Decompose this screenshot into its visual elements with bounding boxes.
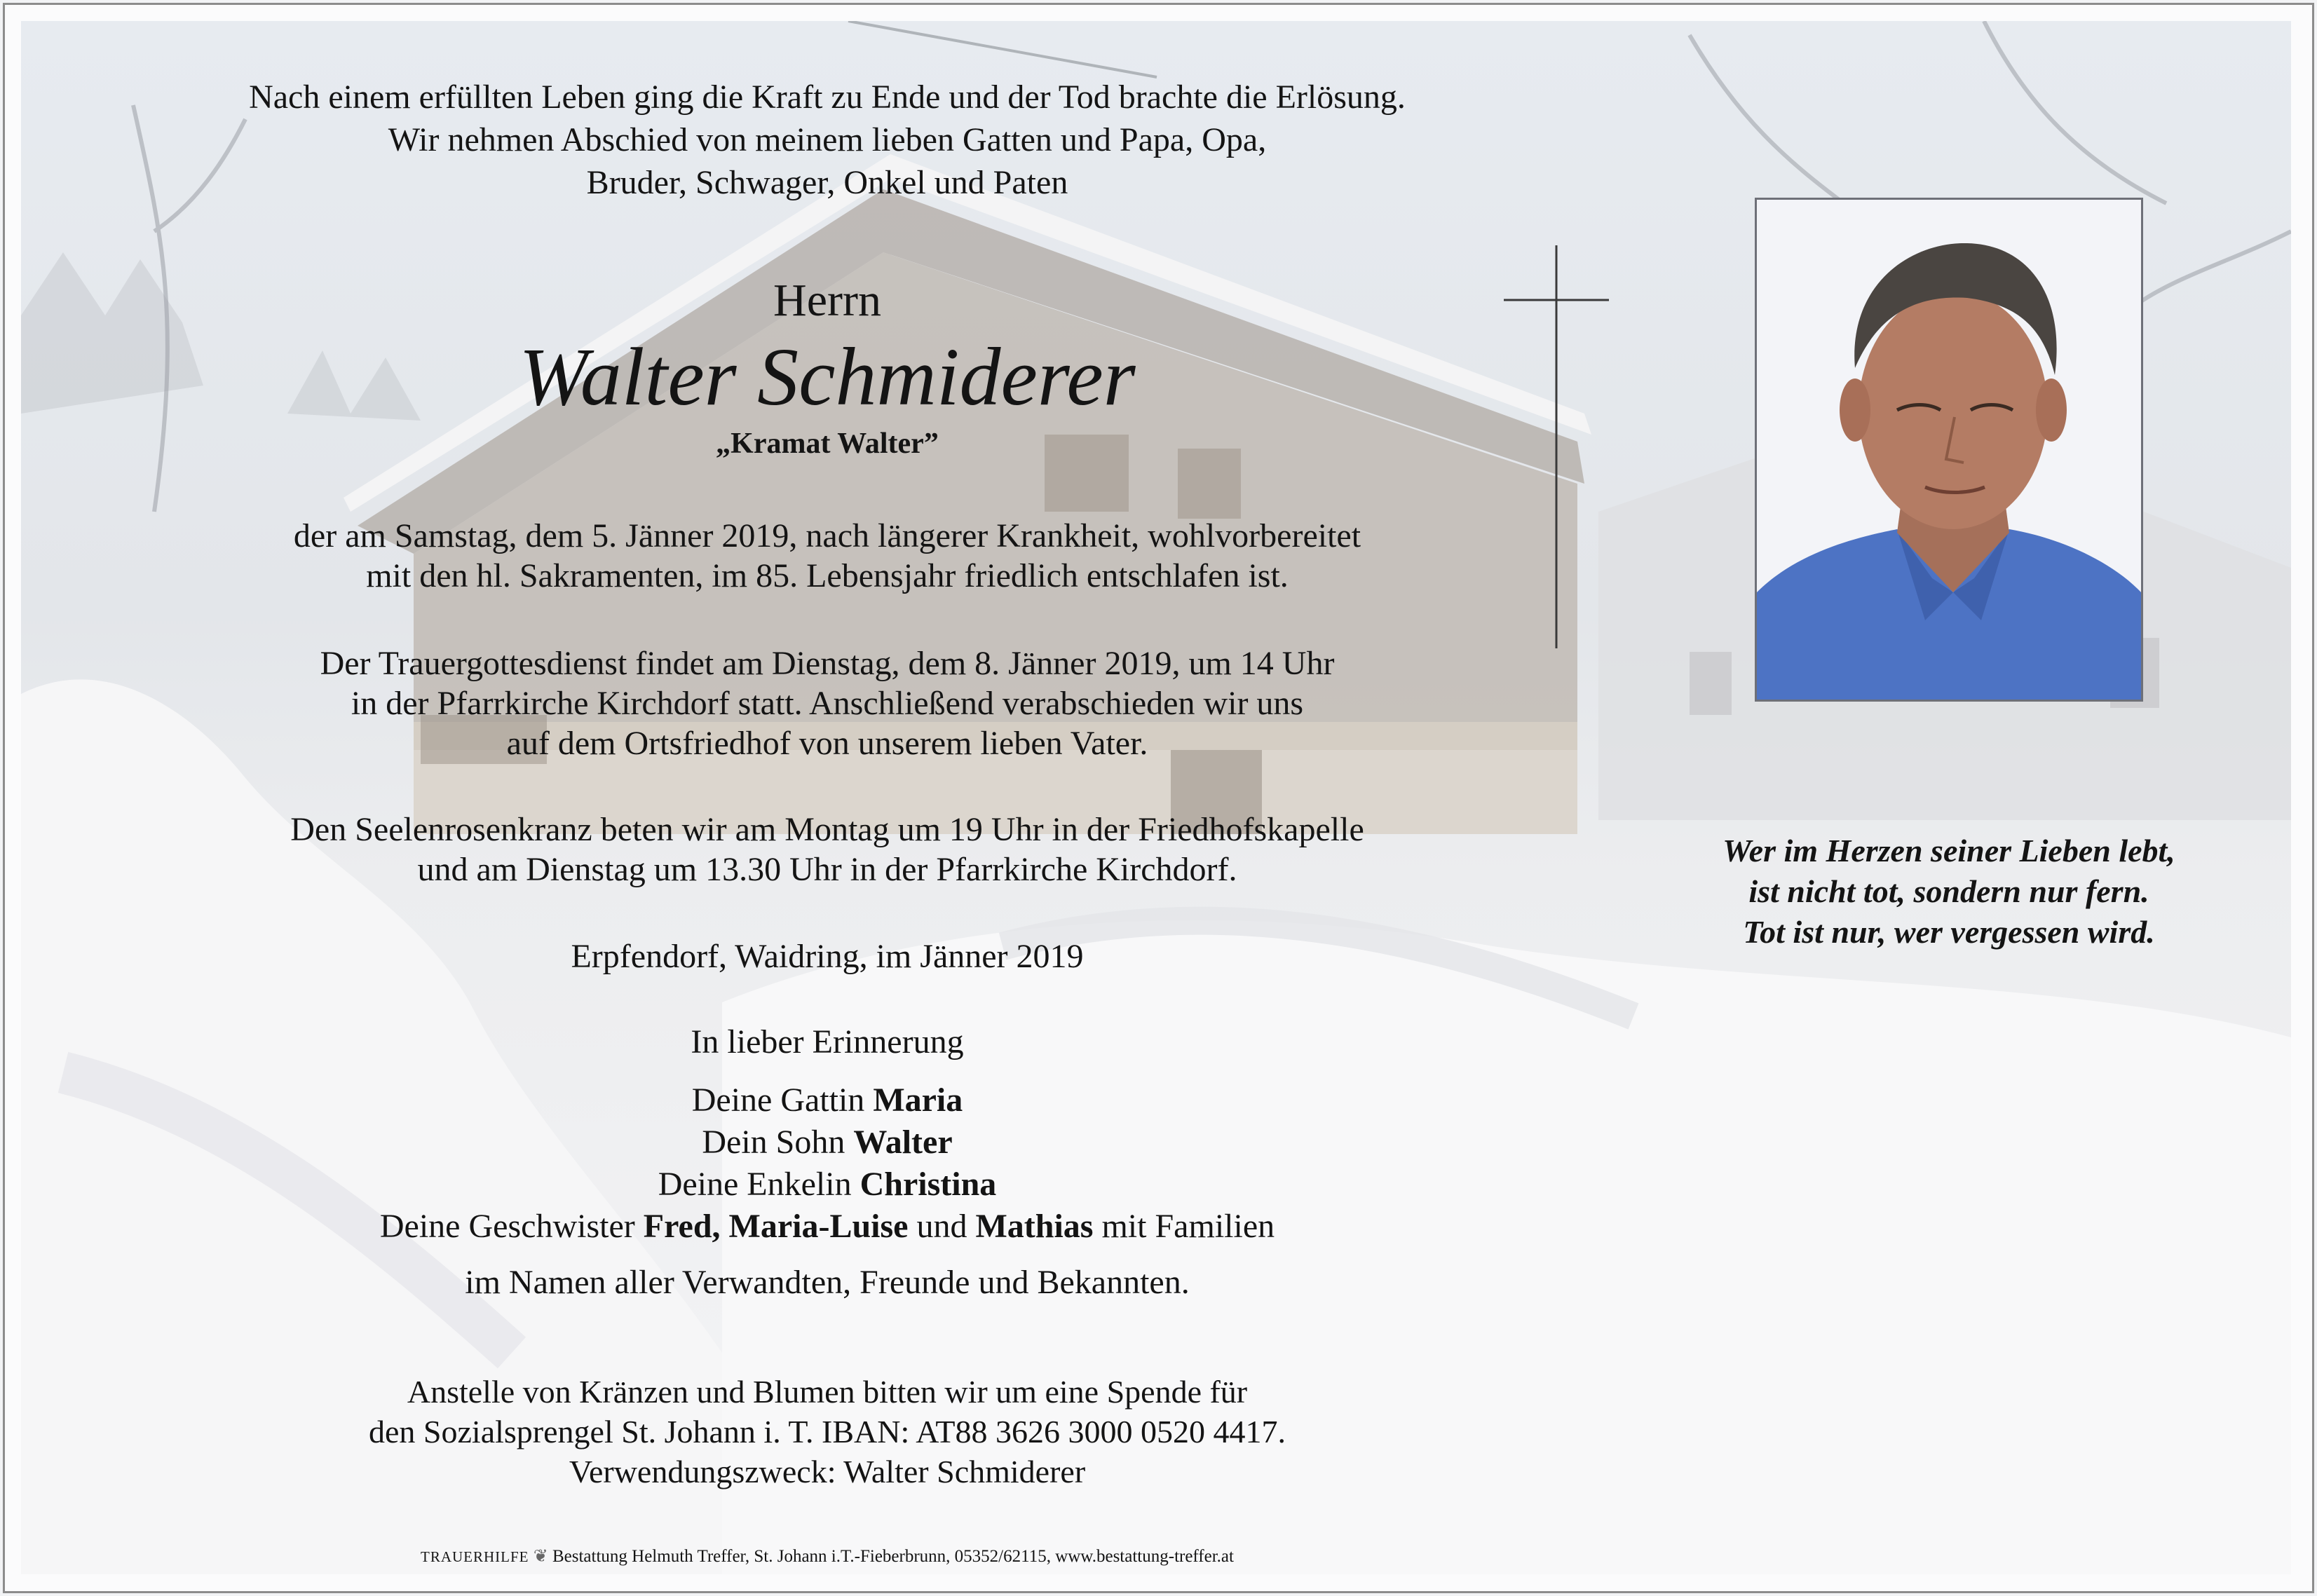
- siblings-prefix: Deine Geschwister: [379, 1208, 635, 1245]
- wife-prefix: Deine Gattin: [691, 1082, 865, 1119]
- footer: [337, 1545, 1318, 1569]
- family-list: [126, 1079, 1528, 1248]
- intro-line-1: Nach einem erfüllten Leben ging die Kraft zu Ende und der Tod brachte die Erlösung.: [249, 79, 1406, 116]
- rosary-line-2: und am Dienstag um 13.30 Uhr in der Pfarrkirche Kirchdorf.: [417, 851, 1237, 888]
- granddaughter-name: Christina: [859, 1166, 997, 1203]
- deceased-name: Walter Schmiderer: [519, 331, 1136, 423]
- siblings-and: und: [916, 1208, 967, 1245]
- family-son: [126, 1121, 1528, 1164]
- salutation: Herrn: [773, 275, 881, 326]
- funeral-line-1: Der Trauergottesdienst findet am Dienstag, dem 8. Jänner 2019, um 14 Uhr: [320, 645, 1335, 682]
- footer-leaf-icon: ❦: [533, 1547, 548, 1566]
- siblings-suffix: mit Familien: [1101, 1208, 1275, 1245]
- funeral-line-3: auf dem Ortsfriedhof von unserem lieben Vater.: [506, 725, 1148, 762]
- intro-line-3: Bruder, Schwager, Onkel und Paten: [586, 164, 1068, 201]
- death-notice-line-2: mit den hl. Sakramenten, im 85. Lebensjahr friedlich entschlafen ist.: [366, 557, 1289, 594]
- family-granddaughter: [126, 1164, 1528, 1206]
- place-date: Erpfendorf, Waidring, im Jänner 2019: [571, 938, 1084, 975]
- quote-line-2: ist nicht tot, sondern nur fern.: [1748, 873, 2149, 909]
- death-notice-line-1: der am Samstag, dem 5. Jänner 2019, nach längerer Krankheit, wohlvorbereitet: [293, 517, 1361, 554]
- donation-request: [126, 1372, 1528, 1492]
- quote-line-1: Wer im Herzen seiner Lieben lebt,: [1723, 833, 2175, 868]
- siblings-names-1: Fred, Maria-Luise: [643, 1208, 909, 1245]
- donation-line-1: Anstelle von Kränzen und Blumen bitten wir um eine Spende für: [407, 1374, 1248, 1410]
- funeral-line-2: in der Pfarrkirche Kirchdorf statt. Anschließend verabschieden wir uns: [351, 685, 1304, 722]
- rosary-line-1: Den Seelenrosenkranz beten wir am Montag um 19 Uhr in der Friedhofskapelle: [290, 811, 1364, 848]
- donation-line-3: Verwendungszweck: Walter Schmiderer: [569, 1454, 1086, 1489]
- on-behalf: im Namen aller Verwandten, Freunde und Bekannten.: [465, 1264, 1190, 1301]
- granddaughter-prefix: Deine Enkelin: [658, 1166, 852, 1203]
- footer-brand: TRAUERHILFE: [421, 1548, 529, 1565]
- deceased-nickname: „Kramat Walter”: [716, 428, 939, 460]
- quote-line-3: Tot ist nur, wer vergessen wird.: [1743, 914, 2155, 950]
- donation-line-2: den Sozialsprengel St. Johann i. T. IBAN: AT88 3626 3000 0520 4417.: [369, 1414, 1286, 1450]
- intro-line-2: Wir nehmen Abschied von meinem lieben Gatten und Papa, Opa,: [388, 121, 1267, 158]
- son-name: Walter: [853, 1124, 953, 1161]
- intro-text: [126, 76, 1528, 204]
- siblings-names-2: Mathias: [975, 1208, 1094, 1245]
- wife-name: Maria: [873, 1082, 963, 1119]
- cross-icon: [1504, 245, 1609, 648]
- family-siblings: [126, 1206, 1528, 1248]
- memory-heading: In lieber Erinnerung: [691, 1023, 964, 1060]
- memorial-quote: [1662, 831, 2236, 953]
- funeral-info: [126, 643, 1528, 763]
- death-notice: [126, 516, 1528, 596]
- footer-text: Bestattung Helmuth Treffer, St. Johann i.T.-Fieberbrunn, 05352/62115, www.bestattung-treffer.at: [552, 1547, 1234, 1566]
- portrait-figure: [1757, 200, 2141, 700]
- rosary-info: [126, 810, 1528, 889]
- son-prefix: Dein Sohn: [702, 1124, 845, 1161]
- family-wife: [126, 1079, 1528, 1121]
- portrait-photo: [1755, 198, 2143, 702]
